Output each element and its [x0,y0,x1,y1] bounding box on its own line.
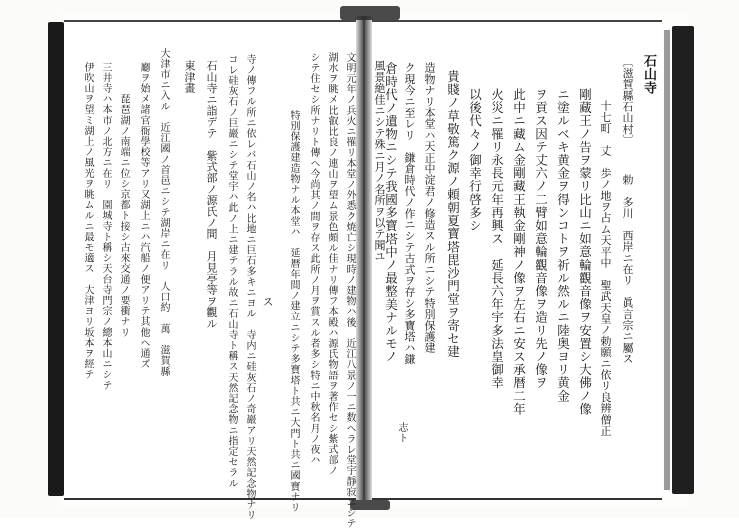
right-text-line: 倉時代ノ遺物ニシテ我國多寶塔中ノ最整美ナルモノ [383,62,399,364]
left-text-line: 湖水ヲ眺メ比叡比良ノ連山ヲ望ム景色頗ル佳ナリ傳フ本殿ハ源氏物語ヲ著作セシ紫式部ノ [326,52,337,476]
right-text-line: 貴賤ノ草敬篤ク源ノ頼朝夏寶塔毘沙門堂ヲ寄セ建 [445,70,461,359]
right-text-line: 造物ナリ本堂ハ天正中淀君ノ修造スル所ニシテ特別保護建 [423,62,436,354]
left-book-edge [48,22,64,496]
right-book-edge [672,26,694,494]
left-text-line: 廳ヲ始メ諸官衙學校等アリ又湖上ニハ汽船ノ便アリテ其他ヘ通ズ [138,62,149,370]
right-text-line: 以後代々ノ御幸行啓多シ [467,88,483,233]
left-text-line: 大津市ニ入ル 近江國ノ首邑ニシテ湖岸ニ在リ 人口約 萬 滋賀縣 [158,48,169,377]
left-text-line: ス [261,296,274,308]
left-text-line: シテ住セシ所ナリト傳ヘ今尚其ノ間ヲ存ス此所ノ月ヲ賞スル者多シ特ニ中秋名月ノ夜ハ [308,52,319,466]
right-text-line: 剛藏王ノ告ヲ蒙リ比山ニ如意輪觀音像ヲ安置シ大佛ノ像 [577,88,593,416]
right-page-margin-note: 志ト [396,422,407,444]
right-text-line: ク現今ニ至レリ 鎌倉時代ノ作ニシテ古式ヲ存シ多寶塔ハ鎌 [403,62,416,365]
right-text-line: 火災ニ罹リ永長元年再興ス 延長六年宇多法皇御幸 [489,88,505,390]
left-text-line: 寺ノ傳フル所ニ依レバ石山ノ名ハ比地ニ巨石多キニヨル 寺内ニ硅灰石ノ奇巖アリ天然記念物ナリ [244,54,255,521]
left-text-line: 特別保護建造物ナル本堂ハ 延暦年間ノ建立ニシテ多寶塔ト共ニ大門ト共ニ國寶ナリ [288,110,299,513]
left-text-line: 東津畫 [183,60,196,94]
ink-smudge-bottom [350,500,390,510]
ink-smudge-top [340,6,400,20]
left-text-line: 石山寺ニ詣デテ 紫式部ノ源氏ノ間 月見亭等ヲ觀ル [205,60,218,329]
right-text-line: ニ塗ルベキ黄金ヲ得ンコトヲ祈ル然ルニ陸奥ヨリ黄金 [555,88,571,403]
book-gutter [356,16,372,500]
right-text-line: ヲ貢ス因テ丈六ノ二臂如意輪觀音像ヲ造リ先ノ像ヲ [533,88,549,390]
right-text-line: 風景絶佳ニシテ殊ニ月ノ名所ヲ以テ聞ユ [373,60,386,262]
right-page-stack [664,30,670,490]
left-text-line: 三井寺ハ本市ノ北方ニ在リ 園城寺ト稱シ天台寺門宗ノ總本山ニシテ [100,62,111,391]
left-text-line: 文明元年ノ兵火ニ罹リ本堂ノ外悉ク焼亡シ現時ノ建物ハ後 近江八景ノ一ニ数ヘラレ堂宇靜寂ニシテ [344,52,355,529]
left-text-line: 伊吹山ヲ望ミ湖上ノ風光ヲ眺ムルニ最モ適ス 大津ヨリ坂本ヲ經テ [82,62,93,380]
right-page-title: 石山寺 [641,54,656,95]
right-text-line: 〔滋賀縣石山村〕 勅 多川 西岸ニ在リ 眞言宗ニ屬ス [621,56,634,365]
left-text-line: コレ硅灰石ノ巨巖ニシテ堂宇ハ此ノ上ニ建テラル故ニ石山寺ト稱ス天然記念物ニ指定セラル [226,54,237,489]
right-text-line: 此中ニ藏ム金剛藏王執金剛神ノ像ヲ左右ニ安ス承暦二年 [511,88,527,416]
right-text-line: 十七町 丈 歩ノ地ヲ占ム天平中 聖武天皇ノ勅願ニ依リ良辨僧正 [599,100,612,436]
left-text-line: 琵琶湖ノ南端ニ位シ京都ト接シ古來交通ノ要衝ナリ [118,62,129,338]
